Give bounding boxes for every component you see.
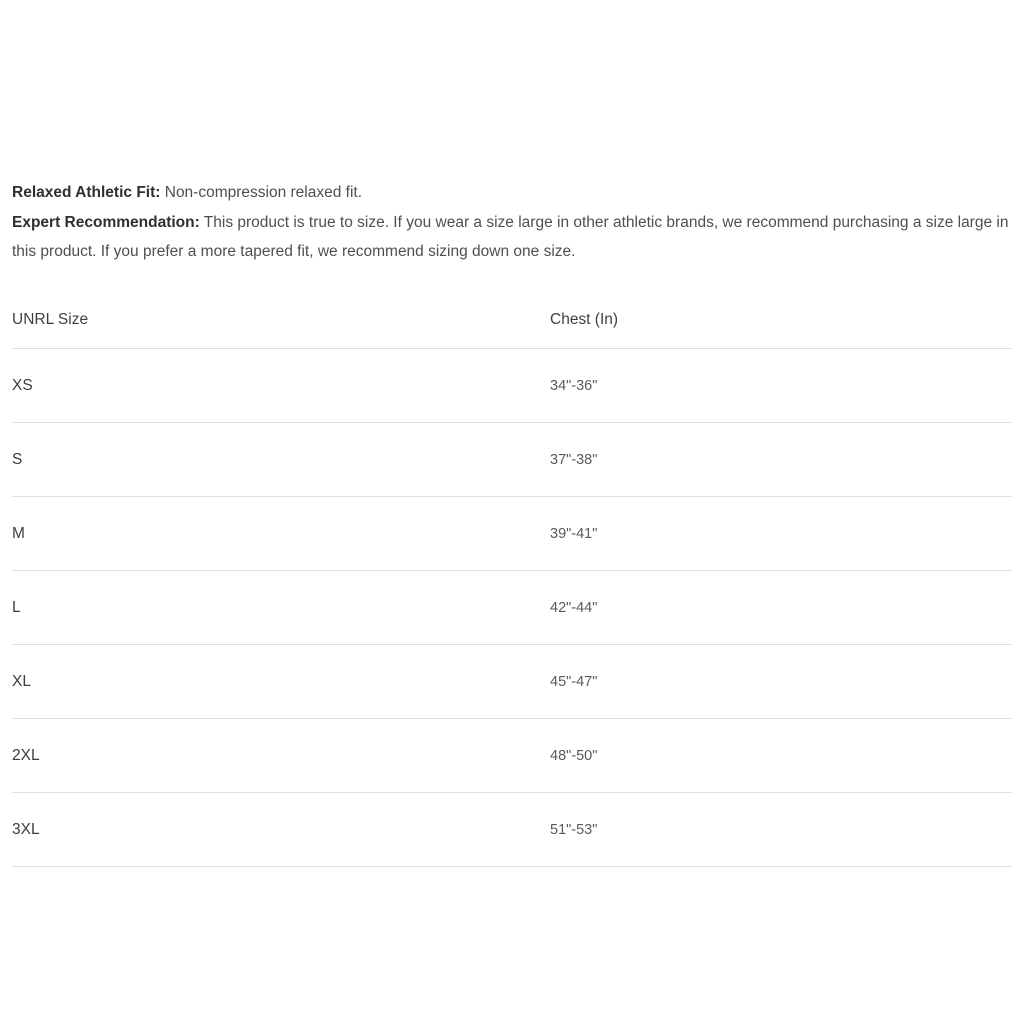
table-row [12,571,1012,645]
cell-chest: 37"-38" [550,423,1012,497]
cell-size: XS [12,349,550,423]
table-row [12,423,1012,497]
fit-note-text: This product is true to size. If you wear a size large in other athletic brands, we recommend purchasing a size large in this product. If you prefer a more tapered fit, we recommend sizing down one size. [12,214,1009,260]
fit-notes [12,178,1012,266]
cell-chest: 42"-44" [550,571,1012,645]
cell-size: XL [12,645,550,719]
cell-size: M [12,497,550,571]
cell-size: 2XL [12,719,550,793]
cell-size: S [12,423,550,497]
table-row [12,719,1012,793]
size-chart-head [12,292,1012,349]
column-header-chest: Chest (In) [550,292,1012,349]
cell-chest: 51"-53" [550,793,1012,867]
fit-note-relaxed-athletic-fit [12,178,1012,207]
cell-chest: 39"-41" [550,497,1012,571]
fit-note-label: Expert Recommendation: [12,214,200,231]
cell-chest: 45"-47" [550,645,1012,719]
table-row [12,497,1012,571]
size-chart-table [12,292,1012,867]
fit-note-expert-recommendation [12,208,1012,266]
fit-note-text: Non-compression relaxed fit. [160,184,363,201]
column-header-size: UNRL Size [12,292,550,349]
size-chart-body [12,349,1012,867]
fit-note-label: Relaxed Athletic Fit: [12,184,161,201]
cell-chest: 34"-36" [550,349,1012,423]
table-row [12,645,1012,719]
table-row [12,793,1012,867]
cell-chest: 48"-50" [550,719,1012,793]
cell-size: L [12,571,550,645]
cell-size: 3XL [12,793,550,867]
table-row [12,349,1012,423]
size-guide-content [12,178,1012,867]
table-header-row [12,292,1012,349]
